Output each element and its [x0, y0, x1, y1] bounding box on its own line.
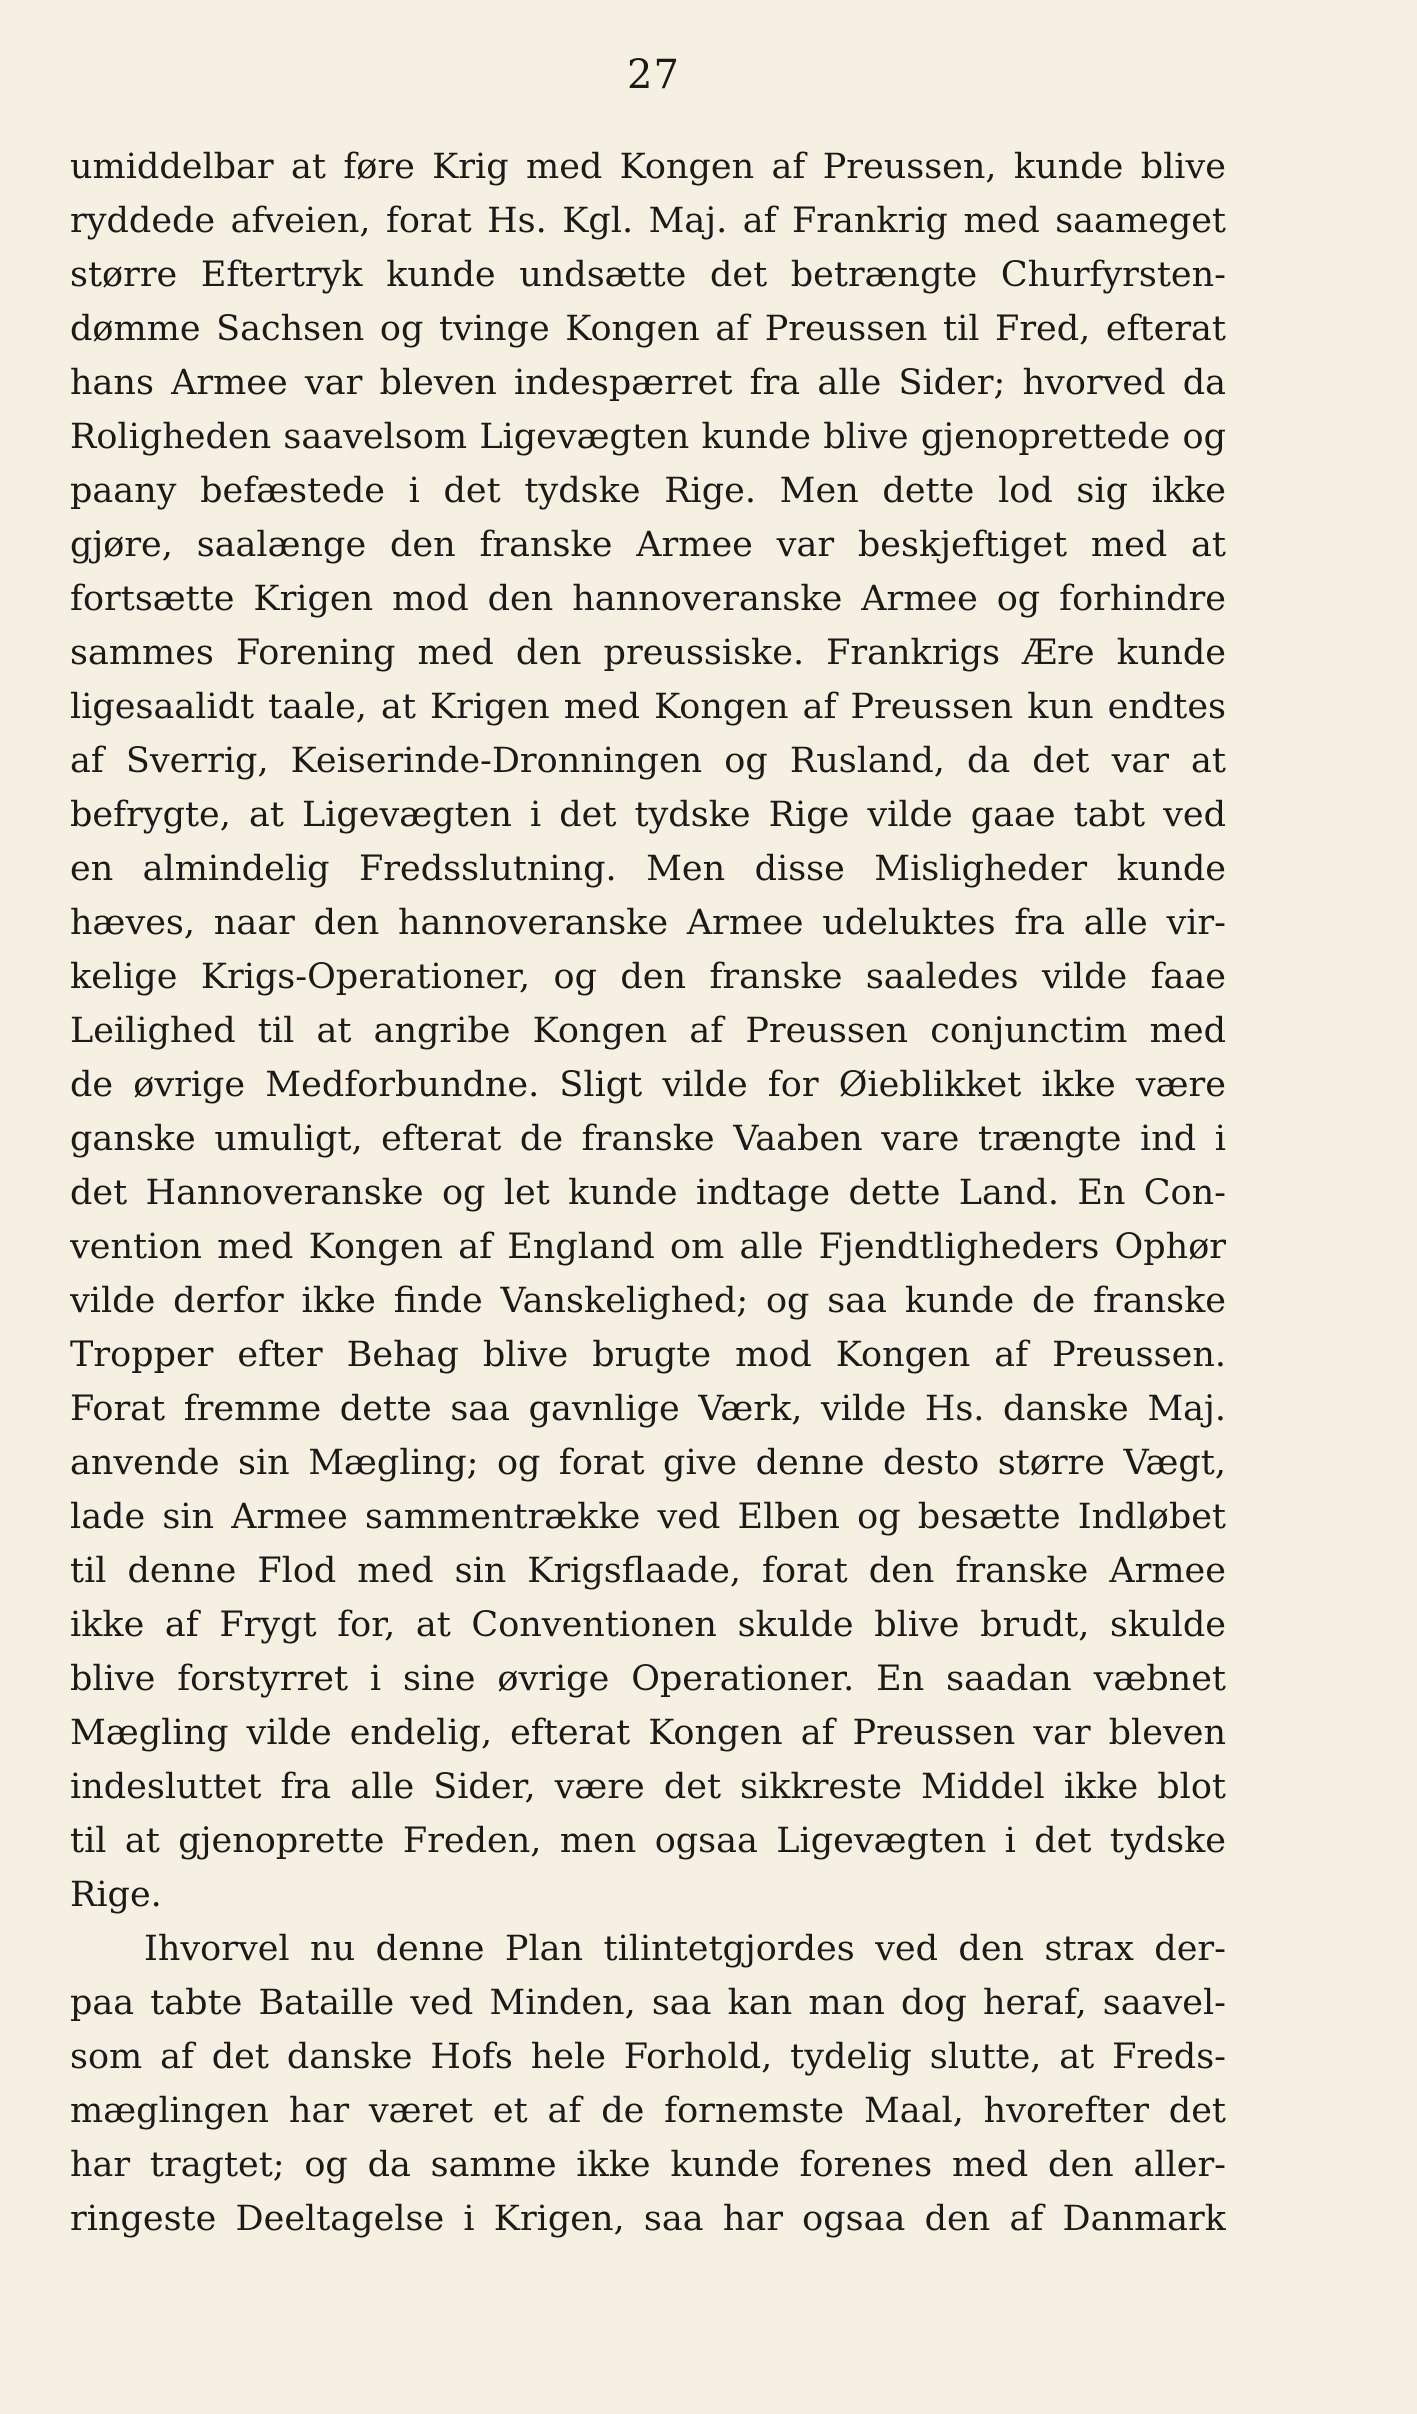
body-text	[70, 140, 1226, 2246]
text-line: hans Armee var bleven indespærret fra alle Sider; hvorved da	[70, 363, 1226, 403]
text-line: Rige.	[70, 1875, 162, 1915]
text-line: de øvrige Medforbundne. Sligt vilde for Øieblikket ikke være	[70, 1065, 1226, 1105]
text-line: Mægling vilde endelig, efterat Kongen af Preussen var bleven	[70, 1713, 1226, 1753]
text-line: mæglingen har været et af de fornemste Maal, hvorefter det	[70, 2091, 1226, 2131]
text-line: større Eftertryk kunde undsætte det betrængte Churfyrsten-	[70, 255, 1226, 295]
text-line: ringeste Deeltagelse i Krigen, saa har ogsaa den af Danmark	[70, 2199, 1226, 2239]
paragraph-start-line: Ihvorvel nu denne Plan tilintetgjordes ved den strax der-	[144, 1929, 1226, 1969]
text-line: anvende sin Mægling; og forat give denne desto større Vægt,	[70, 1443, 1226, 1483]
text-line: ryddede afveien, forat Hs. Kgl. Maj. af Frankrig med saameget	[70, 201, 1226, 241]
text-line: til at gjenoprette Freden, men ogsaa Ligevægten i det tydske	[70, 1821, 1226, 1861]
text-line: Tropper efter Behag blive brugte mod Kongen af Preussen.	[70, 1335, 1226, 1375]
text-line: til denne Flod med sin Krigsflaade, forat den franske Armee	[70, 1551, 1226, 1591]
text-line: sammes Forening med den preussiske. Frankrigs Ære kunde	[70, 633, 1226, 673]
text-line: Leilighed til at angribe Kongen af Preussen conjunctim med	[70, 1011, 1226, 1051]
text-line: indesluttet fra alle Sider, være det sikkreste Middel ikke blot	[70, 1767, 1226, 1807]
text-line: gjøre, saalænge den franske Armee var beskjeftiget med at	[70, 525, 1226, 565]
text-line: befrygte, at Ligevægten i det tydske Rige vilde gaae tabt ved	[70, 795, 1226, 835]
text-line: lade sin Armee sammentrække ved Elben og besætte Indløbet	[70, 1497, 1226, 1537]
text-line: Forat fremme dette saa gavnlige Værk, vilde Hs. danske Maj.	[70, 1389, 1226, 1429]
text-line: ikke af Frygt for, at Conventionen skulde blive brudt, skulde	[70, 1605, 1226, 1645]
text-line: fortsætte Krigen mod den hannoveranske Armee og forhindre	[70, 579, 1226, 619]
text-line: blive forstyrret i sine øvrige Operationer. En saadan væbnet	[70, 1659, 1226, 1699]
page-number: 27	[627, 52, 680, 98]
text-line: paa tabte Bataille ved Minden, saa kan man dog heraf, saavel-	[70, 1983, 1226, 2023]
text-line: som af det danske Hofs hele Forhold, tydelig slutte, at Freds-	[70, 2037, 1226, 2077]
text-line: vilde derfor ikke finde Vanskelighed; og saa kunde de franske	[70, 1281, 1226, 1321]
text-line: ganske umuligt, efterat de franske Vaaben vare trængte ind i	[70, 1119, 1226, 1159]
text-line: vention med Kongen af England om alle Fjendtligheders Ophør	[70, 1227, 1226, 1267]
text-line: det Hannoveranske og let kunde indtage dette Land. En Con-	[70, 1173, 1226, 1213]
text-line: en almindelig Fredsslutning. Men disse Misligheder kunde	[70, 849, 1226, 889]
text-line: dømme Sachsen og tvinge Kongen af Preussen til Fred, efterat	[70, 309, 1226, 349]
text-line: paany befæstede i det tydske Rige. Men dette lod sig ikke	[70, 471, 1226, 511]
text-line: umiddelbar at føre Krig med Kongen af Preussen, kunde blive	[70, 147, 1226, 187]
text-line: ligesaalidt taale, at Krigen med Kongen af Preussen kun endtes	[70, 687, 1226, 727]
text-line: Roligheden saavelsom Ligevægten kunde blive gjenoprettede og	[70, 417, 1226, 457]
text-line: hæves, naar den hannoveranske Armee udeluktes fra alle vir-	[70, 903, 1226, 943]
text-line: af Sverrig, Keiserinde-Dronningen og Rusland, da det var at	[70, 741, 1226, 781]
text-line: har tragtet; og da samme ikke kunde forenes med den aller-	[70, 2145, 1226, 2185]
text-line: kelige Krigs-Operationer, og den franske saaledes vilde faae	[70, 957, 1226, 997]
